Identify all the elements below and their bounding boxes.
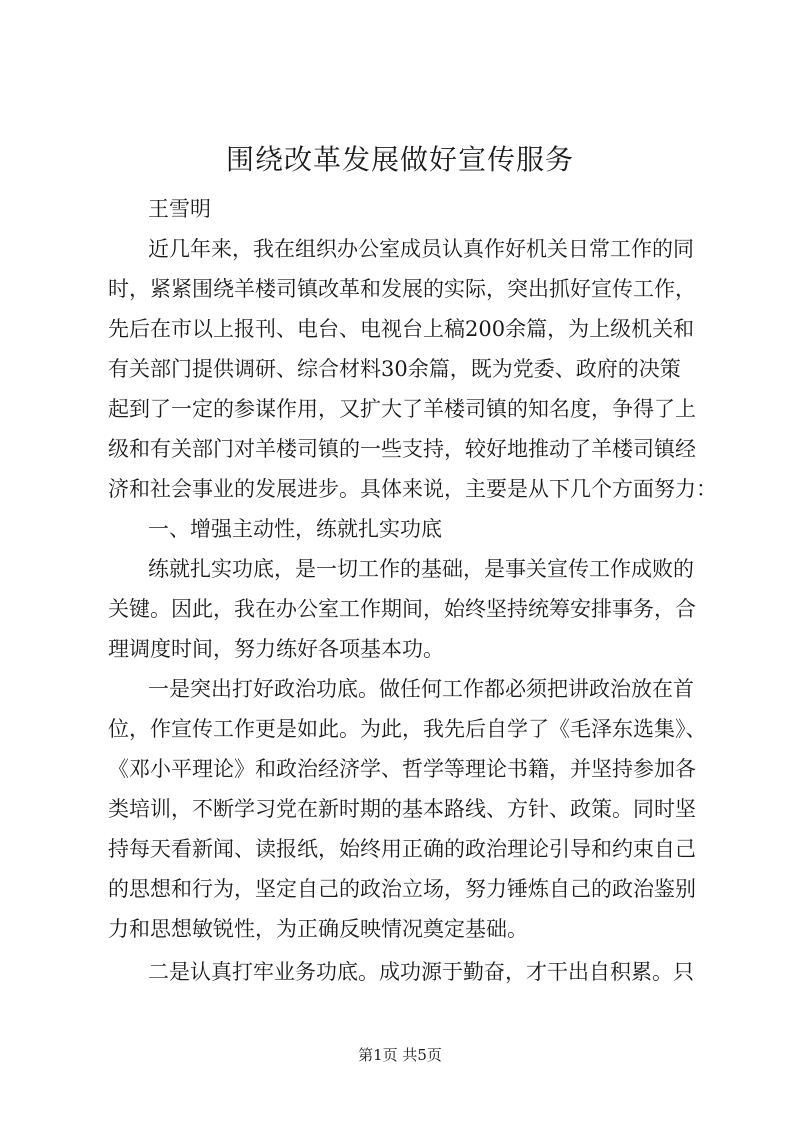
text-line-17: 的思想和行为，坚定自己的政治立场，努力锤炼自己的政治鉴别 [108, 877, 696, 901]
text-line-5: 起到了一定的参谋作用，又扩大了羊楼司镇的知名度，争得了上 [108, 397, 696, 421]
document-title: 围绕改革发展做好宣传服务 [225, 143, 574, 176]
text-line-19: 二是认真打牢业务功底。成功源于勤奋，才干出自积累。只 [148, 960, 694, 984]
text-line-13: 位，作宣传工作更是如此。为此，我先后自学了《毛泽东选集》、 [108, 717, 707, 741]
text-line-4: 有关部门提供调研、综合材料30余篇，既为党委、政府的决策 [108, 357, 681, 381]
section-heading-1: 一、增强主动性，练就扎实功底 [148, 517, 442, 541]
text-line-11: 理调度时间，努力练好各项基本功。 [108, 637, 444, 661]
text-line-10: 关键。因此，我在办公室工作期间，始终坚持统筹安排事务，合 [108, 597, 696, 621]
text-line-6: 级和有关部门对羊楼司镇的一些支持，较好地推动了羊楼司镇经 [108, 437, 696, 461]
author-name: 王雪明 [148, 197, 211, 221]
text-line-12: 一是突出打好政治功底。做任何工作都必须把讲政治放在首 [148, 677, 694, 701]
page-footer: 第1页 共5页 [358, 1046, 442, 1064]
text-line-9: 练就扎实功底，是一切工作的基础，是事关宣传工作成败的 [148, 557, 694, 581]
text-line-18: 力和思想敏锐性，为正确反映情况奠定基础。 [108, 917, 528, 941]
text-line-15: 类培训，不断学习党在新时期的基本路线、方针、政策。同时坚 [108, 797, 696, 821]
text-line-16: 持每天看新闻、读报纸，始终用正确的政治理论引导和约束自己 [108, 837, 696, 861]
text-line-7: 济和社会事业的发展进步。具体来说，主要是从下几个方面努力： [108, 477, 717, 501]
text-line-14: 《邓小平理论》和政治经济学、哲学等理论书籍，并坚持参加各 [108, 757, 696, 781]
text-line-1: 近几年来，我在组织办公室成员认真作好机关日常工作的同 [148, 237, 694, 261]
text-line-2: 时，紧紧围绕羊楼司镇改革和发展的实际，突出抓好宣传工作， [108, 277, 696, 301]
text-line-3: 先后在市以上报刊、电台、电视台上稿200余篇，为上级机关和 [108, 317, 695, 341]
